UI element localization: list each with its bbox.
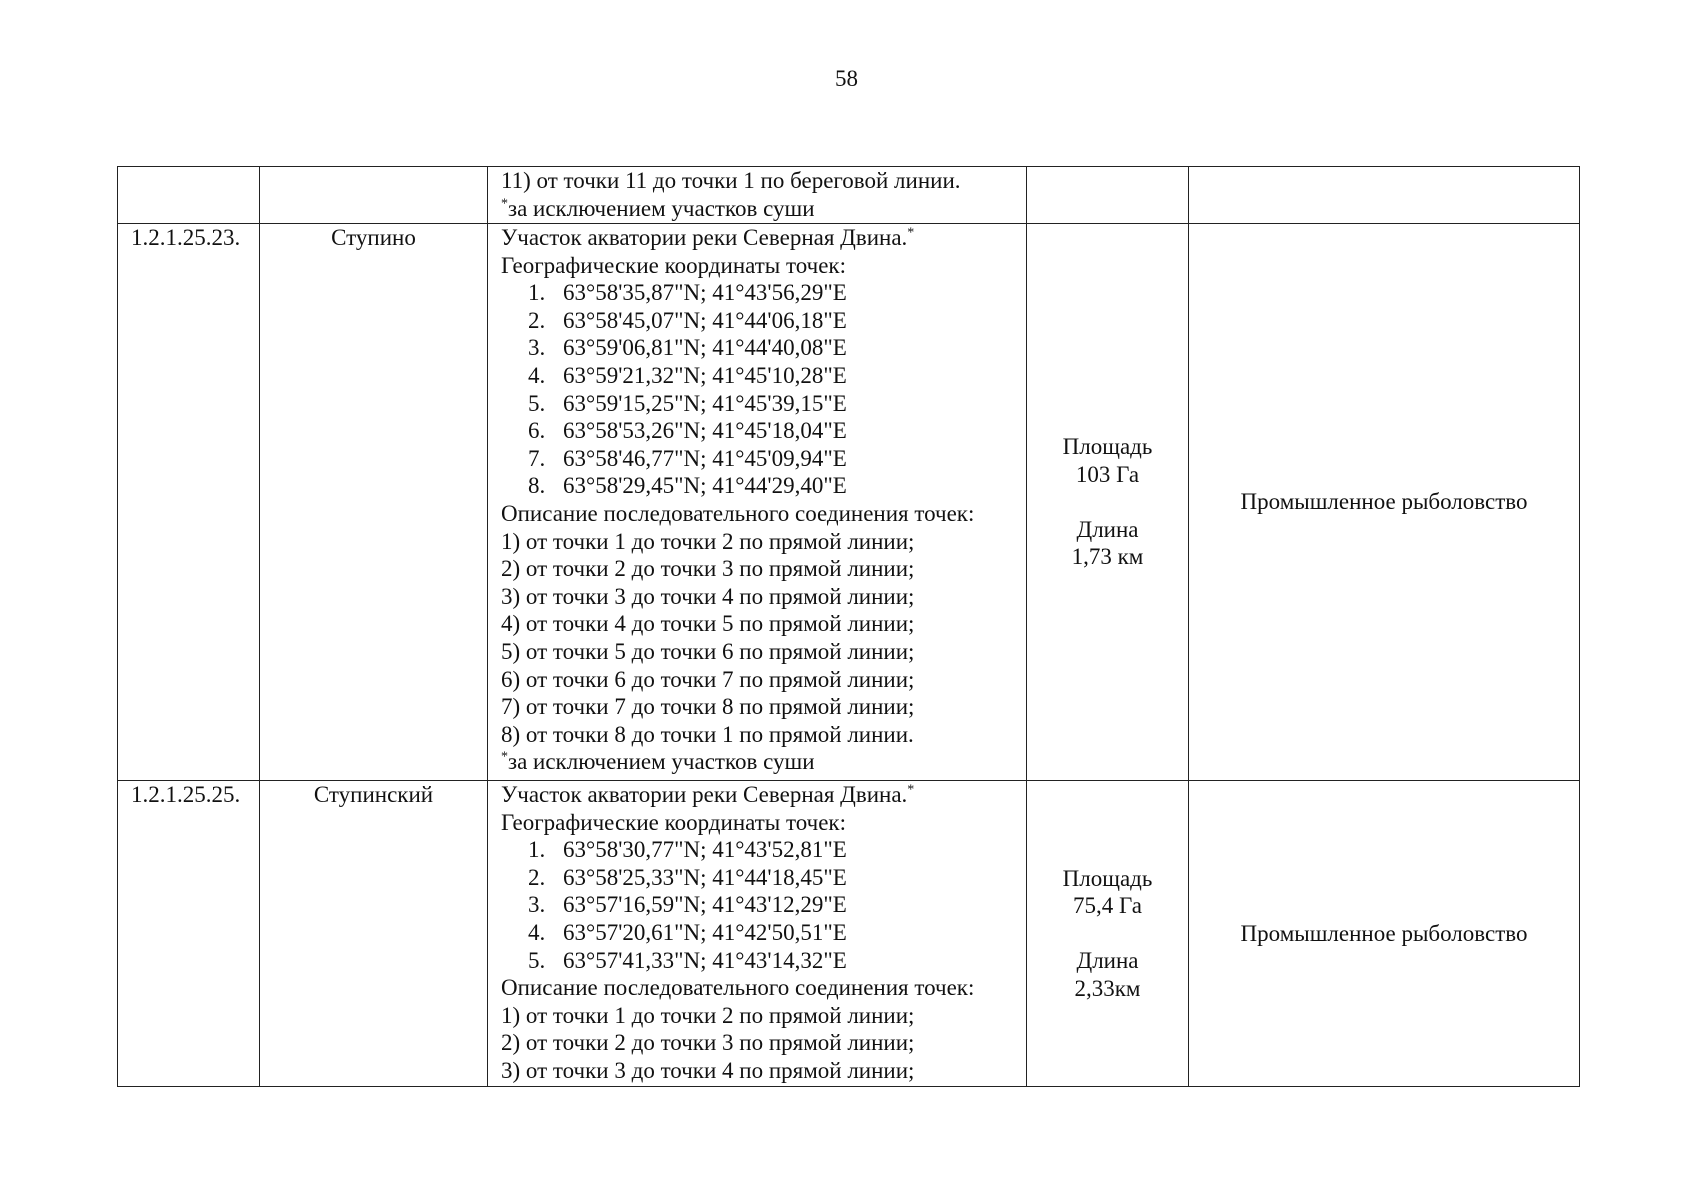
connection-line: 11) от точки 11 до точки 1 по береговой линии. — [501, 168, 961, 193]
footnote-line: *за исключением участков суши — [501, 195, 815, 221]
coordinate-item: 1. 63°58'35,87"N; 41°43'56,29"E — [528, 280, 847, 306]
area-description-cell — [488, 167, 1027, 224]
connection-line: 1) от точки 1 до точки 2 по прямой линии; — [501, 528, 915, 554]
connection-line: 3) от точки 3 до точки 4 по прямой линии; — [501, 583, 915, 609]
length-value: 2,33км — [1074, 975, 1141, 1001]
length-label: Длина — [1076, 516, 1139, 542]
area-name-cell — [260, 167, 488, 224]
area-params-cell — [1027, 167, 1189, 224]
area-code-cell — [118, 167, 260, 224]
fishing-areas-table — [117, 166, 1580, 1087]
table-row-stupinsky — [118, 781, 1580, 1087]
connection-line: 5) от точки 5 до точки 6 по прямой линии; — [501, 638, 915, 664]
footnote-line: *за исключением участков суши — [501, 749, 815, 775]
area-value: 103 Га — [1075, 461, 1140, 487]
area-code-cell: 1.2.1.25.25. — [118, 781, 260, 1087]
coordinate-item: 5. 63°59'15,25"N; 41°45'39,15"E — [528, 390, 847, 416]
coordinate-item: 6. 63°58'53,26"N; 41°45'18,04"E — [528, 418, 847, 444]
area-label: Площадь — [1062, 865, 1153, 891]
usage-cell: Промышленное рыболовство — [1189, 224, 1580, 781]
area-description-cell — [488, 224, 1027, 781]
connection-line: 3) от точки 3 до точки 4 по прямой линии; — [501, 1057, 915, 1083]
area-name-cell: Ступинский — [260, 781, 488, 1087]
coordinate-item: 3. 63°57'16,59"N; 41°43'12,29"E — [528, 892, 847, 918]
connection-line: 6) от точки 6 до точки 7 по прямой линии; — [501, 666, 915, 692]
usage-cell — [1189, 167, 1580, 224]
coordinate-item: 4. 63°57'20,61"N; 41°42'50,51"E — [528, 919, 847, 945]
connection-header: Описание последовательного соединения точек: — [501, 975, 975, 1001]
connection-line: 8) от точки 8 до точки 1 по прямой линии. — [501, 721, 914, 747]
area-value: 75,4 Га — [1073, 893, 1142, 919]
area-params-cell — [1027, 781, 1189, 1087]
connection-header: Описание последовательного соединения точек: — [501, 500, 975, 526]
coordinate-item: 8. 63°58'29,45"N; 41°44'29,40"E — [528, 473, 847, 499]
table-row-continuation — [118, 167, 1580, 224]
page-number: 58 — [835, 66, 858, 91]
area-params-cell — [1027, 224, 1189, 781]
connection-line: 2) от точки 2 до точки 3 по прямой линии; — [501, 1030, 915, 1056]
coordinates-header: Географические координаты точек: — [501, 809, 846, 835]
coordinate-item: 1. 63°58'30,77"N; 41°43'52,81"E — [528, 837, 847, 863]
coordinate-item: 7. 63°58'46,77"N; 41°45'09,94"E — [528, 445, 847, 471]
length-value: 1,73 км — [1071, 544, 1144, 570]
area-label: Площадь — [1062, 434, 1153, 460]
coordinates-header: Географические координаты точек: — [501, 252, 846, 278]
coordinate-item: 4. 63°59'21,32"N; 41°45'10,28"E — [528, 362, 847, 388]
connection-line: 4) от точки 4 до точки 5 по прямой линии; — [501, 611, 915, 637]
length-label: Длина — [1076, 948, 1139, 973]
coordinate-item: 5. 63°57'41,33"N; 41°43'14,32"E — [528, 947, 847, 973]
area-title: Участок акватории реки Северная Двина.* — [501, 225, 915, 250]
coordinate-item: 2. 63°58'45,07"N; 41°44'06,18"E — [528, 307, 847, 333]
area-description-cell — [488, 781, 1027, 1087]
area-title: Участок акватории реки Северная Двина.* — [501, 782, 915, 807]
table-row-stupino — [118, 224, 1580, 781]
footnote-text: за исключением участков суши — [508, 195, 815, 221]
connection-line: 2) от точки 2 до точки 3 по прямой линии; — [501, 556, 915, 582]
area-code-cell: 1.2.1.25.23. — [118, 224, 260, 781]
connection-line: 1) от точки 1 до точки 2 по прямой линии; — [501, 1002, 915, 1028]
usage-cell: Промышленное рыболовство — [1189, 781, 1580, 1087]
footnote-text: за исключением участков суши — [508, 749, 815, 775]
area-name-cell: Ступино — [260, 224, 488, 781]
connection-line: 7) от точки 7 до точки 8 по прямой линии; — [501, 694, 915, 720]
coordinate-item: 3. 63°59'06,81"N; 41°44'40,08"E — [528, 335, 847, 361]
coordinate-item: 2. 63°58'25,33"N; 41°44'18,45"E — [528, 864, 847, 890]
